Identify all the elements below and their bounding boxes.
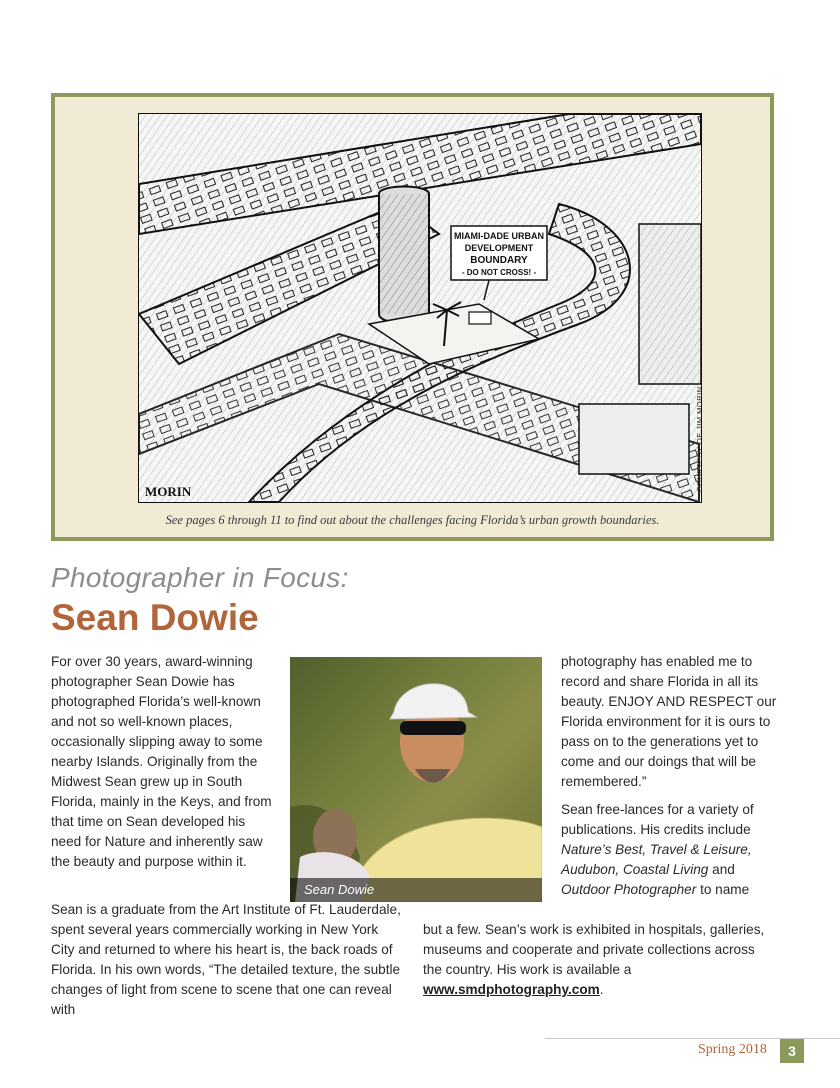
exhibition-text: but a few. Sean’s work is exhibited in hospitals, galleries, museums and cooperate and private collections across the country. His work is available a <box>423 922 765 977</box>
credits-and: and <box>712 862 735 877</box>
courtesy-credit: COURTESY OF JIM MORIN <box>695 386 704 492</box>
education-paragraph: Sean is a graduate from the Art Institute of Ft. Lauderdale, spent several years commercially working in New York City and returned to where his heart is, the back roads of Florida. In his own words, “The detailed texture, the subtle changes of light from scene to scene that one can reveal with <box>51 902 401 1017</box>
sign-line-2: DEVELOPMENT <box>464 243 534 253</box>
cartoon-illustration <box>138 113 702 503</box>
link-period: . <box>599 982 604 997</box>
exhibition-paragraph <box>423 920 775 1000</box>
sign-line-4: - DO NOT CROSS! - <box>461 268 537 277</box>
credits-publications: Nature’s Best, Travel & Leisure, Audubon, Coastal Living <box>561 842 752 877</box>
credits-outdoor: Outdoor Photographer <box>561 882 697 897</box>
section-kicker: Photographer in Focus: <box>51 562 349 593</box>
photographer-photo <box>290 657 542 902</box>
page-number: 3 <box>780 1039 804 1063</box>
article-title: Sean Dowie <box>51 597 259 638</box>
article-column-left <box>51 652 276 872</box>
cartoon-caption: See pages 6 through 11 to find out about the challenges facing Florida’s urban growth boundaries. <box>165 513 660 527</box>
credits-intro: Sean free-lances for a variety of publications. His credits include <box>561 802 754 837</box>
artist-signature: MORIN <box>145 484 192 499</box>
article-column-right <box>561 652 786 900</box>
issue-label: Spring 2018 <box>698 1042 767 1057</box>
cartoon-frame <box>51 93 774 541</box>
credits-paragraph <box>561 800 786 900</box>
sign-line-1: MIAMI-DADE URBAN <box>454 231 544 241</box>
photo-caption: Sean Dowie <box>290 878 542 902</box>
quote-continuation: photography has enabled me to record and share Florida in all its beauty. ENJOY AND RESPECT our Florida environment for it is ours to pass on to the generations yet to come and our doings that will be remembered.” <box>561 654 777 789</box>
website-link[interactable]: www.smdphotography.com <box>423 982 600 997</box>
article-bottom-right <box>423 920 775 1000</box>
article-bottom-left <box>51 900 403 1020</box>
sign-line-3: BOUNDARY <box>470 255 528 266</box>
intro-paragraph: For over 30 years, award-winning photographer Sean Dowie has photographed Florida’s well-known and not so well-known places, occasionally slipping away to some nearby Islands. Originally from the Midwest Sean grew up in South Florida, mainly in the Keys, and from that time on Sean developed his need for Nature and inherently saw the beauty and purpose within it. <box>51 654 272 869</box>
credits-end: to name <box>700 882 750 897</box>
